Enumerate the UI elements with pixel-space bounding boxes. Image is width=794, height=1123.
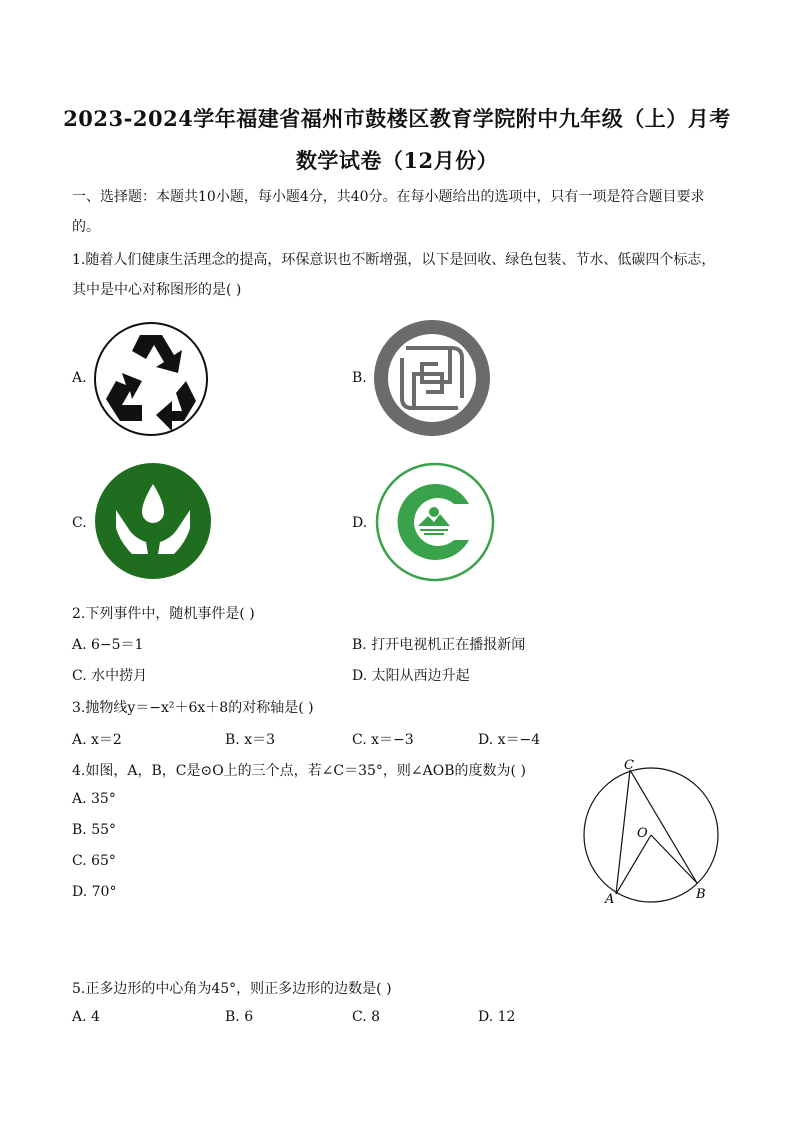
- point-label-c: C: [624, 758, 634, 773]
- title-line-2: 数学试卷（12月份）: [295, 148, 499, 173]
- q1-option-b-label: B.: [352, 370, 367, 386]
- q2-option-b: B. 打开电视机正在播报新闻: [352, 637, 526, 653]
- section-1-intro-line-2: 的。: [72, 219, 100, 235]
- q3-option-a: A. x＝2: [72, 732, 122, 748]
- q5-stem: 5.正多边形的中心角为45°，则正多边形的边数是( ): [72, 981, 392, 997]
- q1-option-a-label: A.: [72, 370, 87, 386]
- q3-stem: 3.抛物线y＝−x²＋6x＋8的对称轴是( ): [72, 700, 314, 716]
- title-line-1: 2023-2024学年福建省福州市鼓楼区教育学院附中九年级（上）月考: [63, 106, 731, 131]
- point-label-o: O: [637, 826, 648, 841]
- q3-option-c: C. x＝−3: [352, 732, 414, 748]
- recycle-logo-icon: [92, 321, 210, 437]
- q3-option-b: B. x＝3: [225, 732, 275, 748]
- section-1-intro-line-1: 一、选择题：本题共10小题，每小题4分，共40分。在每小题给出的选项中，只有一项是符合题目要求: [72, 189, 705, 205]
- q1-option-c-label: C.: [72, 515, 87, 531]
- water-saving-logo-icon: [94, 462, 212, 580]
- q2-option-a: A. 6−5＝1: [72, 637, 144, 653]
- q5-option-a: A. 4: [72, 1009, 100, 1025]
- q3-option-d: D. x＝−4: [478, 732, 541, 748]
- circle-geometry-figure: [576, 755, 726, 910]
- q4-option-d: D. 70°: [72, 884, 117, 900]
- point-label-b: B: [696, 887, 706, 902]
- q2-option-d: D. 太阳从西边升起: [352, 668, 470, 684]
- segment-ca: [616, 770, 630, 894]
- q2-stem: 2.下列事件中，随机事件是( ): [72, 606, 255, 622]
- q5-option-c: C. 8: [352, 1009, 381, 1025]
- low-carbon-logo-icon: [374, 462, 496, 582]
- q1-stem-line-2: 其中是中心对称图形的是( ): [72, 282, 242, 298]
- q2-option-c: C. 水中捞月: [72, 668, 148, 684]
- q4-option-b: B. 55°: [72, 822, 117, 838]
- q5-option-b: B. 6: [225, 1009, 254, 1025]
- green-packaging-logo-icon: [372, 318, 492, 438]
- q4-stem: 4.如图，A，B，C是⊙O上的三个点，若∠C＝35°，则∠AOB的度数为( ): [72, 763, 526, 779]
- segment-ob: [651, 835, 697, 883]
- q5-option-d: D. 12: [478, 1009, 516, 1025]
- q1-stem-line-1: 1.随着人们健康生活理念的提高，环保意识也不断增强，以下是回收、绿色包装、节水、低碳四个标志，: [72, 252, 716, 268]
- q4-option-a: A. 35°: [72, 791, 116, 807]
- q1-option-d-label: D.: [352, 515, 368, 531]
- point-label-a: A: [605, 892, 615, 907]
- q4-option-c: C. 65°: [72, 853, 116, 869]
